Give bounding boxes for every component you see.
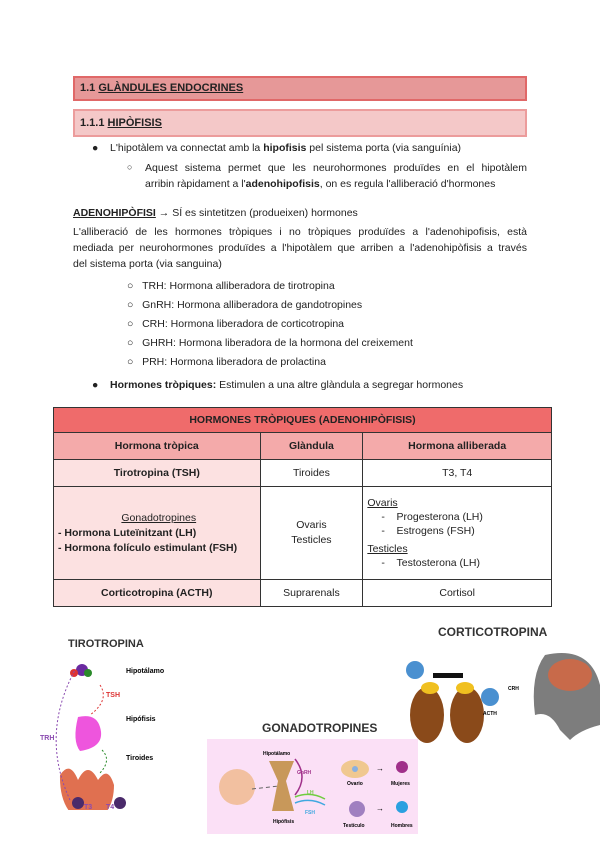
bullet-item: ● L'hipotàlem va connectat amb la hipofisis pel sistema porta (via sanguínia) — [92, 142, 462, 154]
subsection-heading: 1.1.1 HIPÒFISIS — [73, 109, 527, 137]
arrow-icon: → — [376, 764, 384, 773]
svg-text:Testículo: Testículo — [343, 823, 365, 829]
circle-bullet-icon: ○ — [127, 162, 133, 172]
table-title: HORMONES TRÒPIQUES (ADENOHIPÒFISIS) — [54, 408, 552, 433]
figure-title: GONADOTROPINES — [262, 721, 378, 735]
column-header: Glàndula — [260, 433, 363, 460]
subsection-title: HIPÒFISIS — [107, 117, 162, 129]
svg-text:TSH: TSH — [106, 692, 120, 699]
sub-bullet-line: arribin ràpidament a l'adenohipofisis, on es regula l'alliberació d'hormones — [145, 178, 496, 190]
figure-title: TIROTROPINA — [68, 638, 144, 650]
svg-text:FSH: FSH — [305, 810, 315, 816]
svg-text:TRH: TRH — [40, 735, 55, 742]
table-row: Tirotropina (TSH) Tiroides T3, T4 — [54, 460, 552, 487]
column-header: Hormona alliberada — [363, 433, 552, 460]
list-item: ○ GHRH: Hormona liberadora de la hormona del creixement — [127, 337, 413, 349]
tropic-hormones-table — [53, 407, 552, 607]
paragraph-line: L'alliberació de les hormones tròpiques i no tròpiques produïdes a l'adenohipofisis, està — [73, 226, 527, 238]
paragraph-line: del sistema porta (via sanguina) — [73, 258, 222, 270]
table-row: Corticotropina (ACTH) Suprarenals Cortisol — [54, 580, 552, 607]
section-heading: 1.1 GLÀNDULES ENDOCRINES — [73, 76, 527, 101]
list-item: ○ TRH: Hormona alliberadora de tirotropina — [127, 280, 335, 292]
svg-text:Hipófisis: Hipófisis — [273, 819, 295, 825]
list-item: ○ CRH: Hormona liberadora de corticotropina — [127, 318, 345, 330]
section-title: GLÀNDULES ENDOCRINES — [98, 82, 244, 94]
thyroid-label: Tiroides — [126, 755, 154, 762]
svg-text:T3: T3 — [84, 804, 93, 810]
table-row: Gonadotropines - Hormona Luteïnitzant (LH) - Hormona folículo estimulant (FSH) Ovaris Testicles Ovaris - Progesterona (LH) - Estrogens (FSH) Testicles - Testosterona (LH) — [54, 487, 552, 580]
adrenal-axis-diagram — [395, 635, 600, 750]
paragraph-line: mediada per neurohormones produïdes a l'hipotàlem que arriben a l'adenohipòfisis a través — [73, 242, 527, 254]
hypothalamus-label: Hipotálamo — [126, 668, 165, 675]
gonadotropins-diagram — [207, 739, 418, 834]
column-header: Hormona tròpica — [54, 433, 261, 460]
arrow-icon: → — [376, 804, 384, 813]
figure-title: CORTICOTROPINA — [438, 625, 548, 639]
svg-text:Mujeres: Mujeres — [391, 781, 410, 787]
svg-text:LH: LH — [307, 790, 314, 796]
svg-text:Hipotálamo: Hipotálamo — [263, 751, 291, 757]
svg-text:Ovario: Ovario — [347, 781, 363, 787]
thyroid-axis-diagram — [40, 655, 200, 810]
svg-text:T4: T4 — [106, 804, 115, 810]
pituitary-label: Hipófisis — [126, 716, 156, 723]
svg-text:CRH: CRH — [508, 686, 519, 692]
sub-bullet-line: Aquest sistema permet que les neurohormones produïdes en el hipotàlem — [145, 162, 527, 174]
svg-text:GnRH: GnRH — [297, 770, 312, 776]
svg-text:Hombres: Hombres — [391, 823, 413, 829]
hormones-list — [127, 277, 413, 372]
list-item: ○ PRH: Hormona liberadora de prolactina — [127, 356, 326, 368]
adeno-heading: ADENOHIPÒFISI → SÍ es sintetitzen (produeixen) hormones — [73, 207, 358, 219]
list-item: ○ GnRH: Hormona alliberadora de gandotropines — [127, 299, 363, 311]
svg-text:ACTH: ACTH — [483, 711, 497, 717]
bullet-item: ● Hormones tròpiques: Estimulen a una altre glàndula a segregar hormones — [92, 379, 464, 391]
